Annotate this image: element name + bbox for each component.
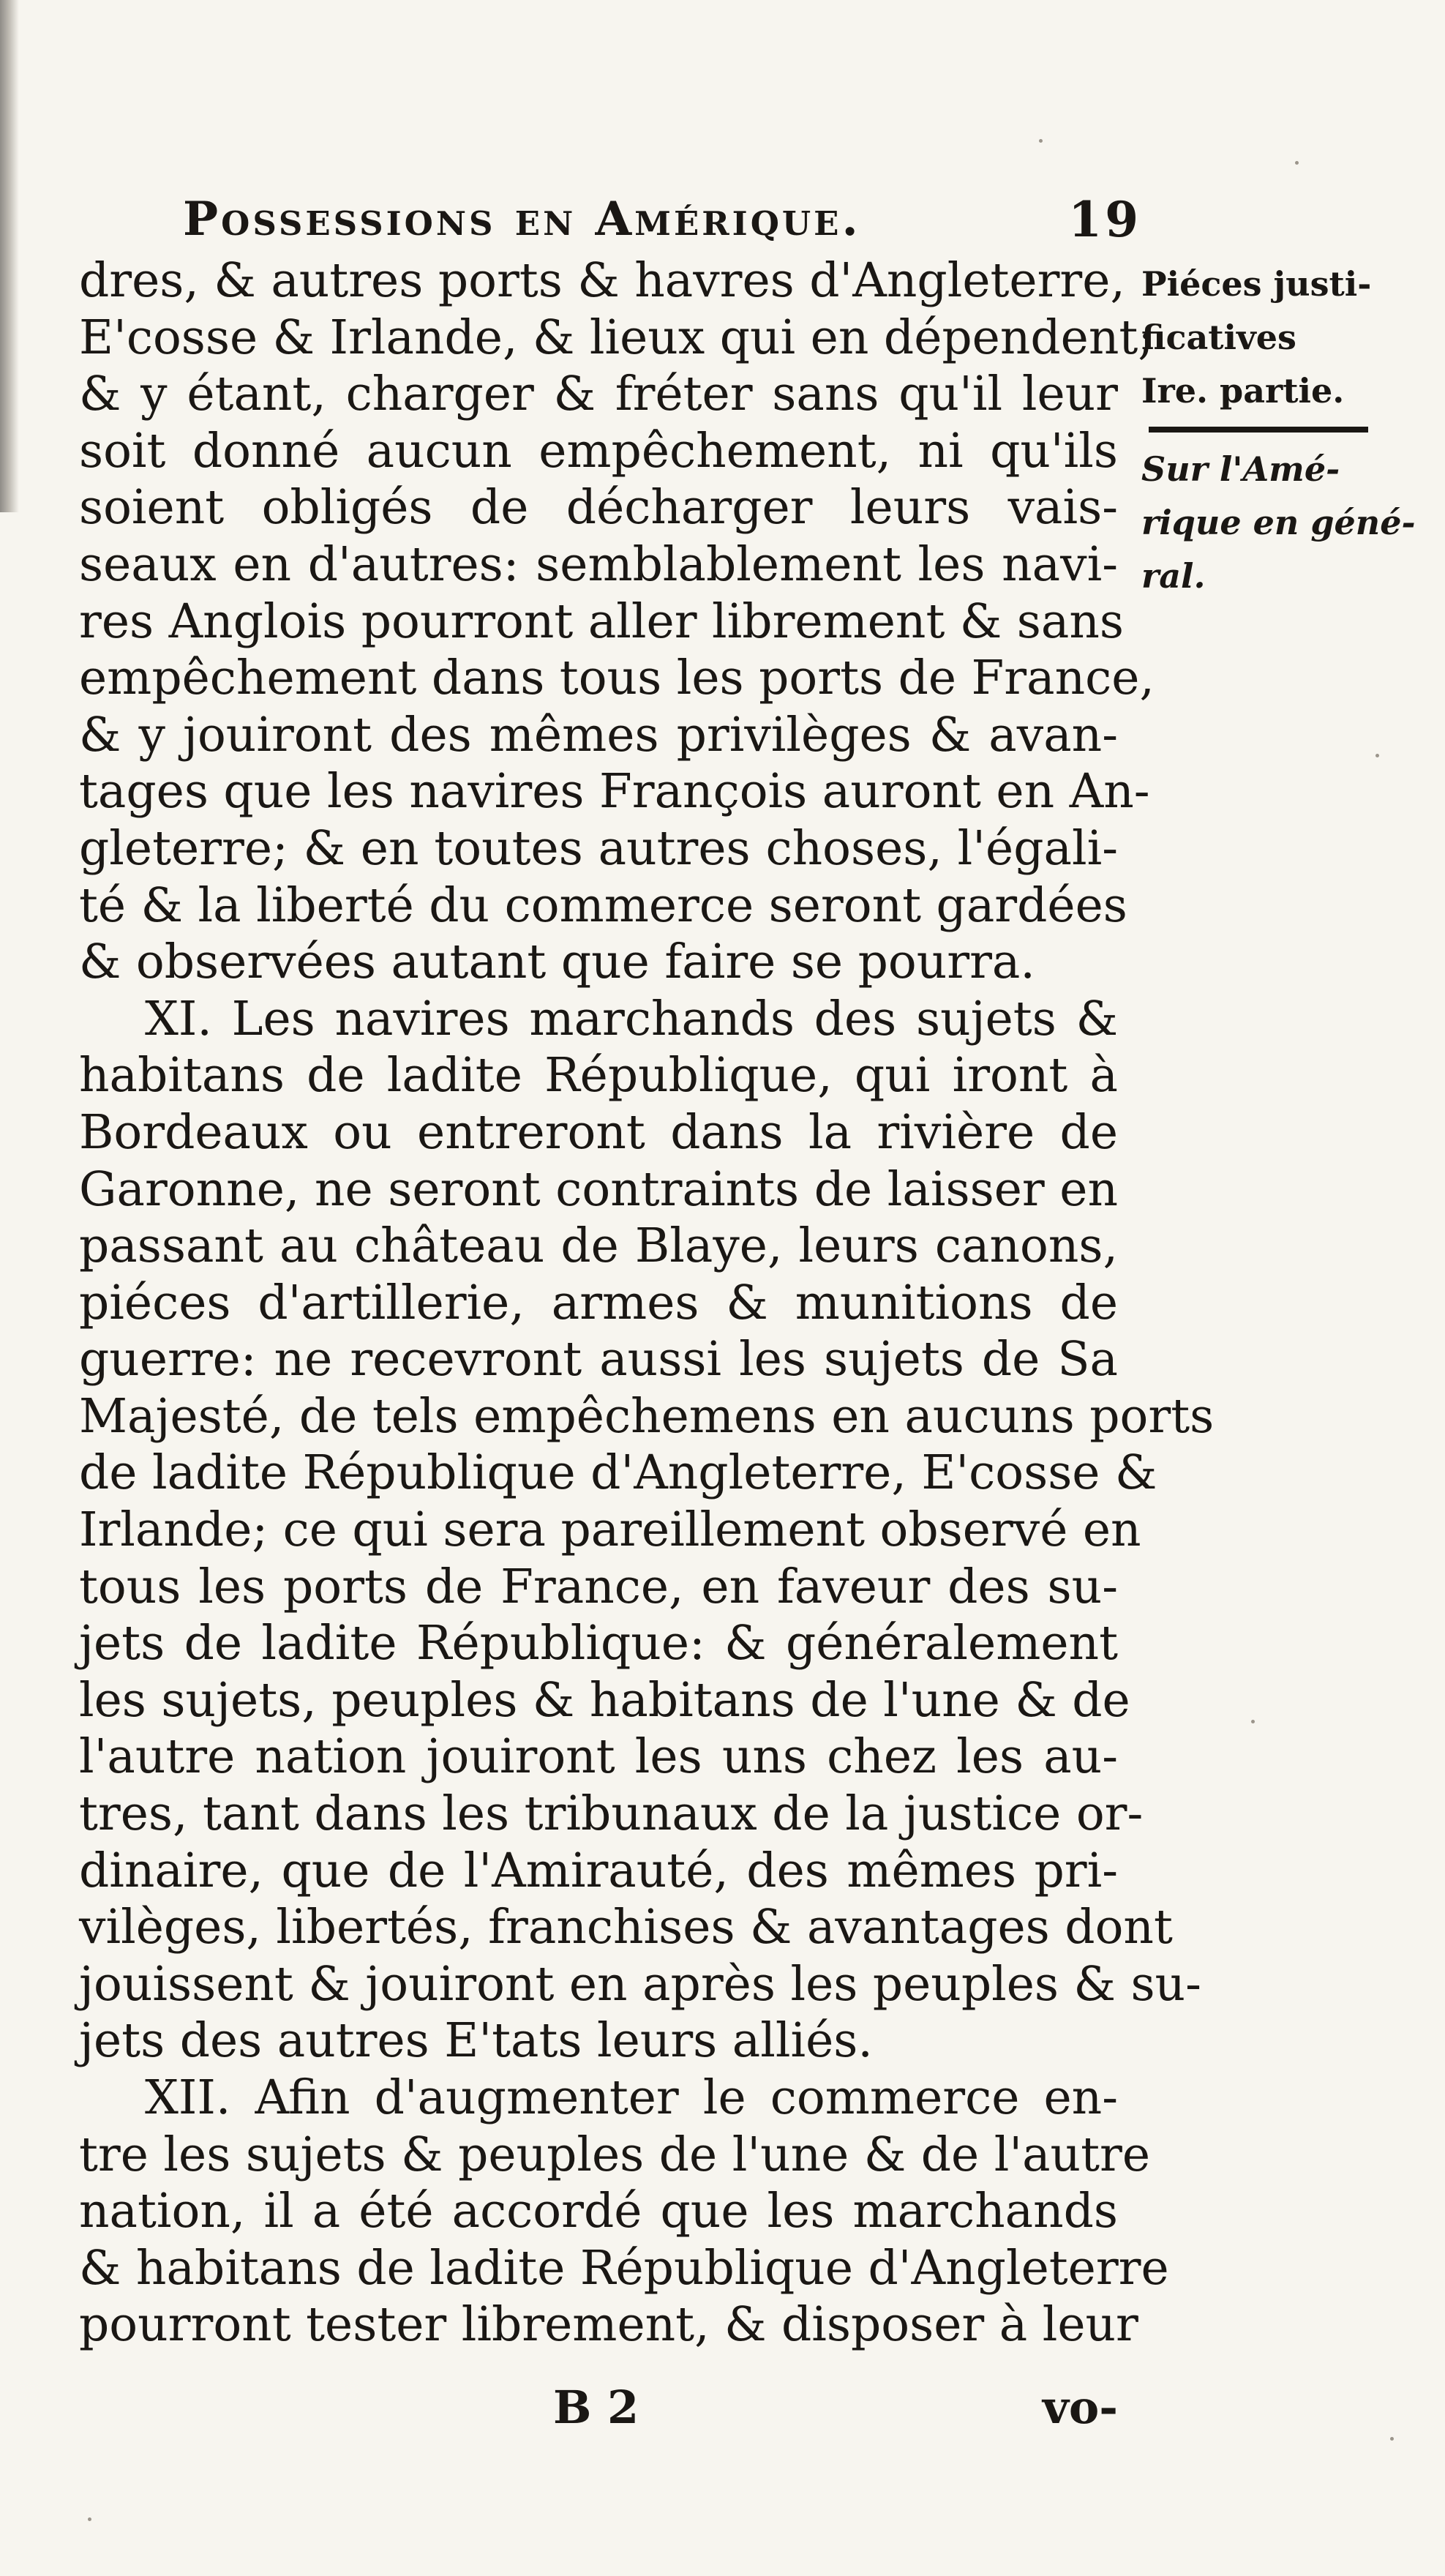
signature-mark: B 2	[553, 2381, 639, 2434]
paper-speck	[1295, 161, 1299, 165]
page-number: 19	[1068, 191, 1141, 248]
text-line: Garonne, ne seront contraints de laisser en	[79, 1161, 1118, 1217]
paper-speck	[1039, 139, 1043, 143]
text-line: & y étant, charger & fréter sans qu'il leur	[79, 367, 1118, 422]
text-line: l'autre nation jouiront les uns chez les au-	[79, 1729, 1118, 1785]
text-line: dinaire, que de l'Amirauté, des mêmes pri-	[79, 1843, 1118, 1898]
margin-rule	[1149, 427, 1368, 433]
text-line: soient obligés de décharger leurs vais-	[79, 480, 1118, 536]
margin-subnote-line: ral.	[1141, 556, 1206, 596]
text-line: pourront tester librement, & disposer à leur	[79, 2297, 1138, 2353]
article-xii-start: XII. Afin d'augmenter le commerce en-	[145, 2070, 1118, 2125]
running-head	[183, 187, 1141, 252]
text-line: E'cosse & Irlande, & lieux qui en dépendent;	[79, 310, 1155, 365]
text-line: jets de ladite République: & généralement	[79, 1616, 1118, 1671]
text-line: té & la liberté du commerce seront gardées	[79, 877, 1127, 933]
text-line: empêchement dans tous les ports de France,	[79, 651, 1155, 706]
text-line: & y jouiront des mêmes privilèges & avan-	[79, 707, 1118, 763]
paper-speck	[1390, 2437, 1394, 2441]
binding-edge	[0, 0, 19, 512]
text-line: tous les ports de France, en faveur des su-	[79, 1559, 1118, 1614]
text-line: & observées autant que faire se pourra.	[79, 935, 1035, 990]
text-line: & habitans de ladite République d'Angleterre	[79, 2240, 1169, 2296]
text-line: Bordeaux ou entreront dans la rivière de	[79, 1104, 1118, 1160]
body-text	[79, 252, 1215, 2354]
margin-subnote-line: Sur l'Amé-	[1141, 449, 1340, 489]
page-footer	[79, 2375, 1118, 2441]
text-line: nation, il a été accordé que les marchands	[79, 2184, 1118, 2239]
text-line: dres, & autres ports & havres d'Angleterre,	[79, 253, 1125, 308]
margin-note-line: Piéces justi-	[1141, 264, 1372, 304]
text-line: Majesté, de tels empêchemens en aucuns ports	[79, 1388, 1215, 1444]
text-line: res Anglois pourront aller librement & sans	[79, 594, 1125, 649]
running-head-title: Possessions en Amérique.	[183, 192, 861, 247]
text-line: vilèges, libertés, franchises & avantages dont	[79, 1900, 1173, 1955]
text-line: tre les sujets & peuples de l'une & de l'autre	[79, 2127, 1151, 2182]
text-line: soit donné aucun empêchement, ni qu'ils	[79, 423, 1118, 479]
text-line: tages que les navires François auront en An-	[79, 764, 1150, 820]
margin-note-line: Ire. partie.	[1141, 371, 1345, 411]
article-xi-start: XI. Les navires marchands des sujets &	[145, 991, 1118, 1046]
margin-note-line: ficatives	[1141, 318, 1296, 357]
text-line: jets des autres E'tats leurs alliés.	[79, 2013, 873, 2069]
text-line: de ladite République d'Angleterre, E'cosse &	[79, 1445, 1157, 1501]
text-line: tres, tant dans les tribunaux de la justice or-	[79, 1786, 1144, 1842]
paper-speck	[1251, 1720, 1255, 1723]
text-line: seaux en d'autres: semblablement les navi-	[79, 536, 1118, 592]
text-line: jouissent & jouiront en après les peuples & su-	[79, 1956, 1201, 2012]
text-line: gleterre; & en toutes autres choses, l'égali-	[79, 820, 1118, 876]
paper-speck	[1375, 754, 1379, 757]
margin-note	[1141, 258, 1430, 603]
text-line: guerre: ne recevront aussi les sujets de Sa	[79, 1332, 1118, 1388]
margin-subnote-line: rique en géné-	[1141, 503, 1416, 542]
text-line: piéces d'artillerie, armes & munitions de	[79, 1275, 1118, 1330]
text-line: Irlande; ce qui sera pareillement observé en	[79, 1502, 1141, 1558]
paper-speck	[88, 2517, 91, 2521]
catchword: vo-	[1042, 2381, 1118, 2434]
text-line: les sujets, peuples & habitans de l'une & de	[79, 1672, 1130, 1728]
text-line: passant au château de Blaye, leurs canons,	[79, 1218, 1118, 1274]
text-line: habitans de ladite République, qui iront à	[79, 1048, 1118, 1104]
